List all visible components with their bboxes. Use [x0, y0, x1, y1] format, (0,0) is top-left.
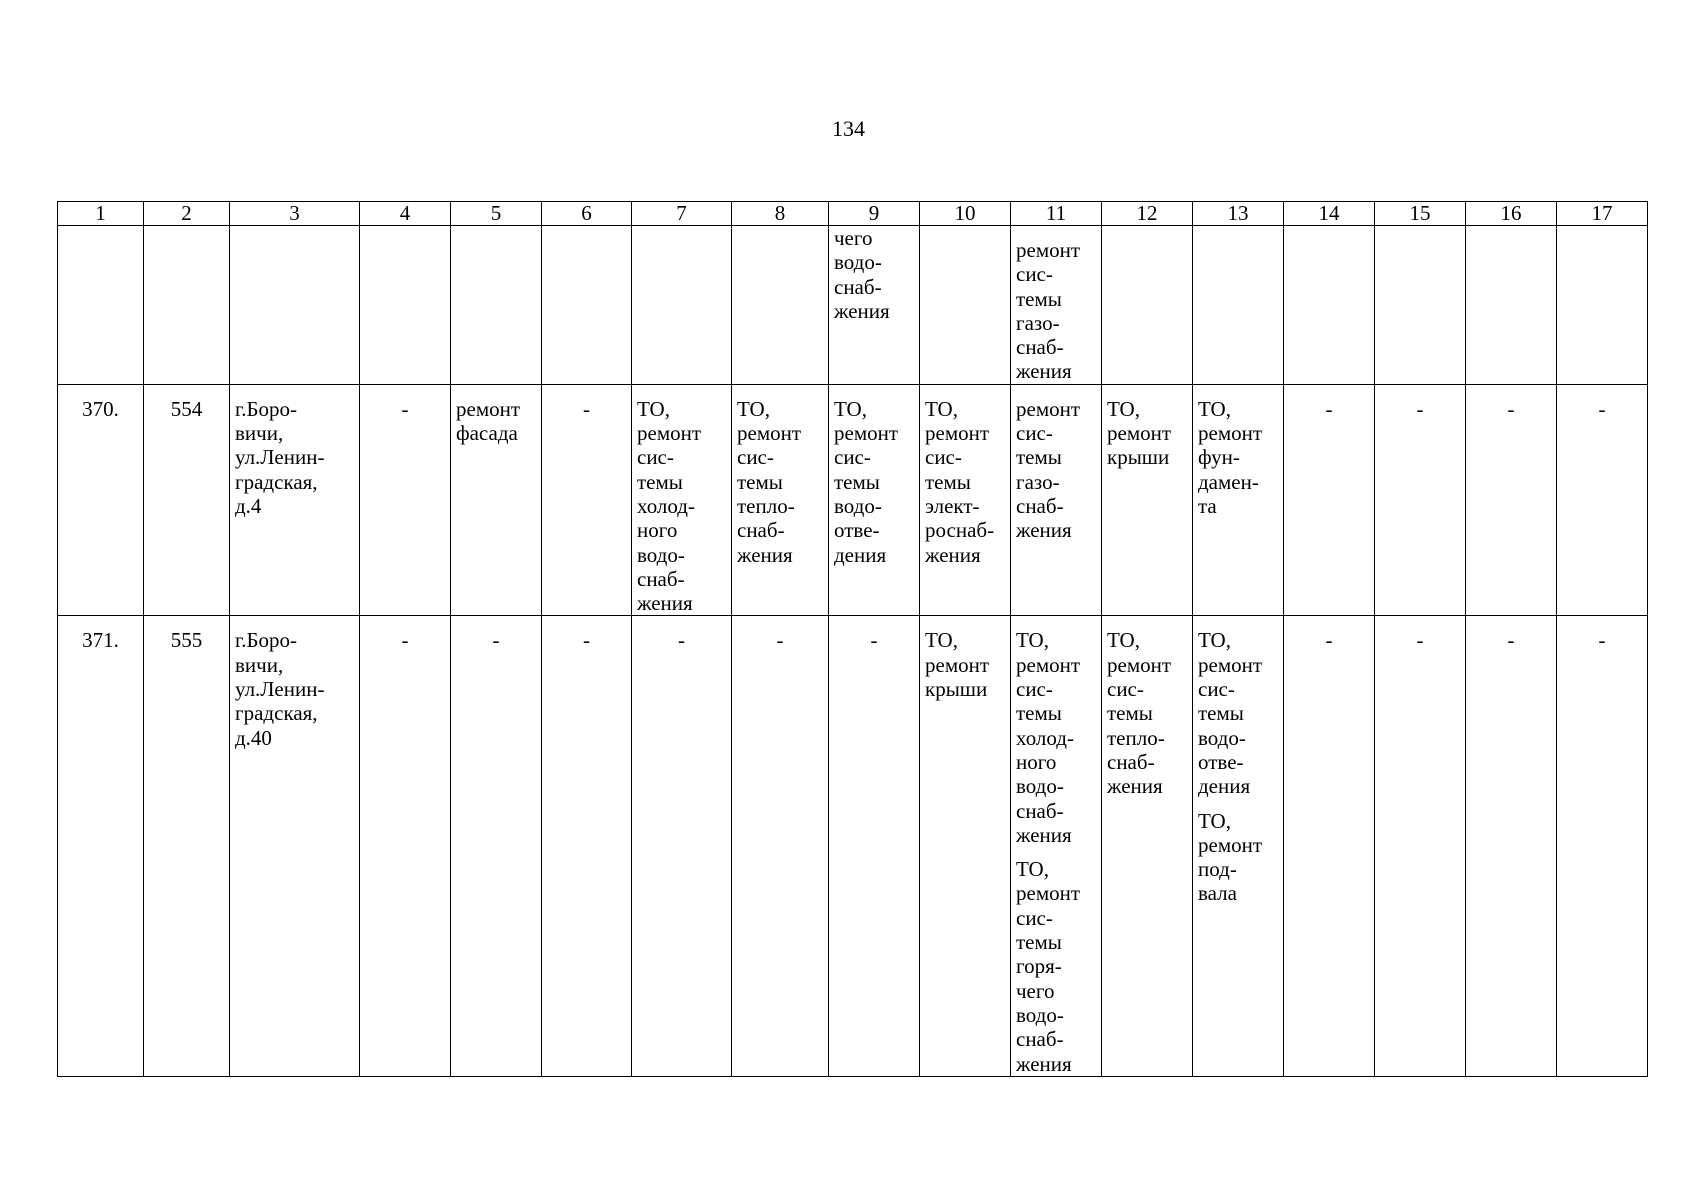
- cell-text: снаб-: [1107, 749, 1155, 774]
- cell-entry: [1016, 397, 1096, 543]
- cell-text: крыши: [925, 677, 988, 702]
- cell-text: ремонт: [925, 652, 990, 677]
- column-header: 12: [1102, 202, 1193, 226]
- cell-text: холод-: [1016, 725, 1074, 750]
- cell-text: ного: [1016, 749, 1057, 774]
- cell-text: жения: [1016, 518, 1072, 543]
- table-row: [58, 226, 1648, 385]
- table-cell: [920, 384, 1011, 616]
- cell-text: темы: [1016, 930, 1062, 955]
- cell-text: -: [492, 628, 500, 653]
- cell-entry: [737, 397, 823, 567]
- cell-text: ул.Ленин-: [235, 445, 325, 470]
- cell-text: вичи,: [235, 652, 284, 677]
- cell-entry: [1562, 397, 1642, 421]
- cell-entry: [1016, 857, 1096, 1076]
- table-cell: [1102, 226, 1193, 385]
- column-header: 6: [542, 202, 632, 226]
- cell-text: сис-: [1016, 905, 1053, 930]
- table-cell: [451, 384, 542, 616]
- table-cell: [632, 384, 732, 616]
- cell-text: крыши: [1107, 445, 1170, 470]
- cell-text: ТО,: [1198, 808, 1231, 833]
- cell-text: -: [1598, 396, 1606, 421]
- cell-entry: [547, 397, 626, 421]
- cell-text: -: [1325, 628, 1333, 653]
- cell-text: ул.Ленин-: [235, 677, 325, 702]
- table-cell: [920, 226, 1011, 385]
- cell-text: жения: [1016, 1051, 1072, 1076]
- cell-text: 555: [170, 628, 203, 653]
- cell-text: -: [1507, 628, 1515, 653]
- table-cell: [360, 616, 451, 1077]
- cell-entry: [1289, 397, 1369, 421]
- cell-entry: [834, 397, 914, 567]
- cell-text: под-: [1198, 857, 1237, 882]
- column-header: 13: [1193, 202, 1284, 226]
- cell-text: -: [1507, 396, 1515, 421]
- cell-entry: [1471, 397, 1551, 421]
- cell-entry: [1471, 628, 1551, 652]
- cell-text: ТО,: [1107, 628, 1140, 653]
- table-cell: [1102, 616, 1193, 1077]
- cell-text: темы: [834, 469, 880, 494]
- column-number-row: [58, 202, 1648, 226]
- column-header: 5: [451, 202, 542, 226]
- cell-text: вичи,: [235, 421, 284, 446]
- table-cell: [732, 384, 829, 616]
- cell-text: фун-: [1198, 445, 1240, 470]
- cell-text: -: [1325, 396, 1333, 421]
- cell-entry: [925, 628, 1005, 701]
- table-cell: [230, 384, 360, 616]
- cell-text: 370.: [82, 396, 119, 421]
- cell-text: ремонт: [1016, 238, 1081, 262]
- cell-text: -: [678, 628, 685, 653]
- cell-text: жения: [925, 542, 981, 567]
- cell-text: снаб-: [834, 274, 882, 299]
- cell-text: ремонт: [1016, 652, 1081, 677]
- cell-text: ремонт: [1107, 652, 1172, 677]
- table-cell: [58, 384, 144, 616]
- cell-text: ТО,: [1198, 396, 1231, 421]
- cell-entry: [1562, 628, 1642, 652]
- cell-text: тепло-: [1107, 725, 1165, 750]
- table-cell: [542, 226, 632, 385]
- cell-text: -: [870, 628, 878, 653]
- cell-text: д.4: [235, 493, 262, 518]
- cell-entry: [1380, 628, 1460, 652]
- cell-text: водо-: [637, 542, 685, 567]
- cell-text: снаб-: [1016, 493, 1064, 518]
- cell-text: -: [583, 396, 590, 421]
- cell-text: сис-: [834, 445, 871, 470]
- table-cell: [542, 384, 632, 616]
- cell-text: -: [1598, 628, 1606, 653]
- table-cell: [144, 384, 230, 616]
- table-row: [58, 616, 1648, 1077]
- cell-text: чего: [834, 226, 873, 250]
- table-cell: [1193, 616, 1284, 1077]
- cell-entry: [925, 397, 1005, 567]
- cell-text: сис-: [1016, 262, 1053, 287]
- cell-text: -: [1416, 396, 1424, 421]
- table-cell: [360, 384, 451, 616]
- column-header: 14: [1284, 202, 1375, 226]
- table-cell: [1284, 384, 1375, 616]
- cell-text: сис-: [1016, 421, 1053, 446]
- cell-text: жения: [737, 542, 793, 567]
- table-cell: [1466, 226, 1557, 385]
- cell-entry: [235, 628, 354, 749]
- page-number: 134: [832, 116, 865, 141]
- cell-text: темы: [925, 469, 971, 494]
- cell-text: темы: [1016, 701, 1062, 726]
- cell-text: ремонт: [637, 421, 702, 446]
- cell-entry: [547, 628, 626, 652]
- cell-text: сис-: [637, 445, 674, 470]
- cell-text: 554: [170, 396, 203, 421]
- cell-text: сис-: [1198, 677, 1235, 702]
- cell-text: водо-: [1016, 774, 1064, 799]
- column-header: 3: [230, 202, 360, 226]
- column-header: 2: [144, 202, 230, 226]
- cell-text: ТО,: [925, 396, 958, 421]
- cell-text: холод-: [637, 493, 695, 518]
- cell-text: сис-: [1016, 677, 1053, 702]
- cell-text: жения: [834, 298, 890, 323]
- cell-text: водо-: [1198, 725, 1246, 750]
- table-cell: [732, 616, 829, 1077]
- cell-text: сис-: [737, 445, 774, 470]
- cell-text: ремонт: [737, 421, 802, 446]
- table-cell: [829, 226, 920, 385]
- cell-entry: [63, 397, 138, 421]
- cell-entry: [1380, 397, 1460, 421]
- cell-entry: [1107, 397, 1187, 470]
- cell-entry: [456, 397, 536, 446]
- table-cell: [920, 616, 1011, 1077]
- cell-entry: [637, 397, 726, 616]
- column-header: 10: [920, 202, 1011, 226]
- cell-text: жения: [1107, 774, 1163, 799]
- cell-text: темы: [637, 469, 683, 494]
- table-cell: [451, 616, 542, 1077]
- cell-text: жения: [637, 591, 693, 616]
- table-cell: [144, 616, 230, 1077]
- cell-text: отве-: [834, 518, 880, 543]
- cell-text: темы: [1016, 445, 1062, 470]
- cell-text: чего: [1016, 978, 1055, 1003]
- cell-text: газо-: [1016, 310, 1060, 335]
- column-header: 1: [58, 202, 144, 226]
- cell-text: градская,: [235, 469, 318, 494]
- cell-text: снаб-: [737, 518, 785, 543]
- table-cell: [829, 384, 920, 616]
- column-header: 8: [732, 202, 829, 226]
- table-row: [58, 384, 1648, 616]
- table-cell: [1375, 616, 1466, 1077]
- cell-text: ремонт: [1198, 832, 1263, 857]
- cell-text: снаб-: [1016, 335, 1064, 360]
- cell-text: ремонт: [1016, 881, 1081, 906]
- table-cell: [144, 226, 230, 385]
- cell-entry: [737, 628, 823, 652]
- cell-text: ремонт: [1107, 421, 1172, 446]
- cell-text: водо-: [834, 493, 882, 518]
- cell-text: та: [1198, 493, 1217, 518]
- cell-entry: [365, 397, 445, 421]
- cell-text: -: [583, 628, 590, 653]
- cell-text: жения: [1016, 822, 1072, 847]
- cell-entry: [456, 628, 536, 652]
- table-cell: [1284, 616, 1375, 1077]
- cell-text: ТО,: [637, 396, 670, 421]
- cell-text: водо-: [1016, 1002, 1064, 1027]
- cell-text: ремонт: [1198, 421, 1263, 446]
- table-cell: [732, 226, 829, 385]
- cell-text: дамен-: [1198, 469, 1259, 494]
- cell-text: темы: [1198, 701, 1244, 726]
- column-header: 11: [1011, 202, 1102, 226]
- cell-text: -: [401, 628, 409, 653]
- cell-text: ремонт: [1016, 396, 1081, 421]
- cell-text: сис-: [1107, 677, 1144, 702]
- cell-entry: [1198, 809, 1278, 906]
- cell-text: ного: [637, 518, 678, 543]
- cell-text: ремонт: [925, 421, 990, 446]
- table-cell: [1557, 616, 1648, 1077]
- table-cell: [1011, 226, 1102, 385]
- cell-entry: [637, 628, 726, 652]
- cell-entry: [63, 628, 138, 652]
- cell-text: снаб-: [637, 566, 685, 591]
- repair-schedule-table: [57, 201, 1648, 1077]
- cell-text: жения: [1016, 359, 1072, 384]
- cell-entry: [235, 397, 354, 518]
- table-cell: [1193, 226, 1284, 385]
- cell-text: ТО,: [834, 396, 867, 421]
- cell-text: газо-: [1016, 469, 1060, 494]
- cell-text: роснаб-: [925, 518, 995, 543]
- cell-text: дения: [834, 542, 887, 567]
- cell-entry: [834, 628, 914, 652]
- cell-text: ТО,: [737, 396, 770, 421]
- table-cell: [1193, 384, 1284, 616]
- table-cell: [632, 226, 732, 385]
- table-cell: [1375, 384, 1466, 616]
- cell-text: тепло-: [737, 493, 795, 518]
- cell-text: темы: [1107, 701, 1153, 726]
- cell-entry: [149, 628, 224, 652]
- cell-entry: [1016, 628, 1096, 847]
- table-cell: [1284, 226, 1375, 385]
- column-header: 15: [1375, 202, 1466, 226]
- cell-text: ТО,: [1016, 857, 1049, 882]
- column-header: 9: [829, 202, 920, 226]
- cell-text: горя-: [1016, 954, 1062, 979]
- cell-text: г.Боро-: [235, 628, 298, 653]
- cell-entry: [1107, 628, 1187, 798]
- table-cell: [360, 226, 451, 385]
- cell-text: элект-: [925, 493, 980, 518]
- table-cell: [632, 616, 732, 1077]
- table-cell: [1557, 226, 1648, 385]
- cell-text: -: [401, 396, 409, 421]
- cell-text: -: [776, 628, 784, 653]
- cell-text: ТО,: [1016, 628, 1049, 653]
- table-cell: [1011, 616, 1102, 1077]
- cell-text: темы: [737, 469, 783, 494]
- table-cell: [1557, 384, 1648, 616]
- cell-text: вала: [1198, 881, 1237, 906]
- cell-text: д.40: [235, 725, 272, 750]
- cell-entry: [149, 397, 224, 421]
- cell-entry: [1016, 238, 1096, 384]
- column-header: 4: [360, 202, 451, 226]
- table-cell: [1466, 616, 1557, 1077]
- cell-text: -: [1416, 628, 1424, 653]
- cell-text: ремонт: [456, 396, 521, 421]
- table-cell: [542, 616, 632, 1077]
- cell-text: сис-: [925, 445, 962, 470]
- cell-text: ТО,: [925, 628, 958, 653]
- cell-text: водо-: [834, 250, 882, 275]
- table-cell: [230, 226, 360, 385]
- cell-text: г.Боро-: [235, 396, 298, 421]
- table-cell: [451, 226, 542, 385]
- table-cell: [230, 616, 360, 1077]
- cell-text: снаб-: [1016, 798, 1064, 823]
- cell-text: градская,: [235, 701, 318, 726]
- cell-text: ТО,: [1107, 396, 1140, 421]
- table-cell: [1466, 384, 1557, 616]
- table-cell: [829, 616, 920, 1077]
- column-header: 7: [632, 202, 732, 226]
- cell-text: ремонт: [834, 421, 899, 446]
- column-header: 16: [1466, 202, 1557, 226]
- cell-text: 371.: [82, 628, 119, 653]
- table-cell: [1011, 384, 1102, 616]
- cell-entry: [1198, 397, 1278, 518]
- table-cell: [1102, 384, 1193, 616]
- cell-text: снаб-: [1016, 1027, 1064, 1052]
- cell-text: ремонт: [1198, 652, 1263, 677]
- cell-entry: [365, 628, 445, 652]
- cell-text: темы: [1016, 286, 1062, 311]
- table-cell: [58, 226, 144, 385]
- cell-text: ТО,: [1198, 628, 1231, 653]
- cell-entry: [1198, 628, 1278, 798]
- cell-entry: [1289, 628, 1369, 652]
- cell-entry: [834, 226, 914, 323]
- table-cell: [58, 616, 144, 1077]
- table-cell: [1375, 226, 1466, 385]
- column-header: 17: [1557, 202, 1648, 226]
- cell-text: дения: [1198, 774, 1251, 799]
- cell-text: отве-: [1198, 749, 1244, 774]
- cell-text: фасада: [456, 421, 518, 446]
